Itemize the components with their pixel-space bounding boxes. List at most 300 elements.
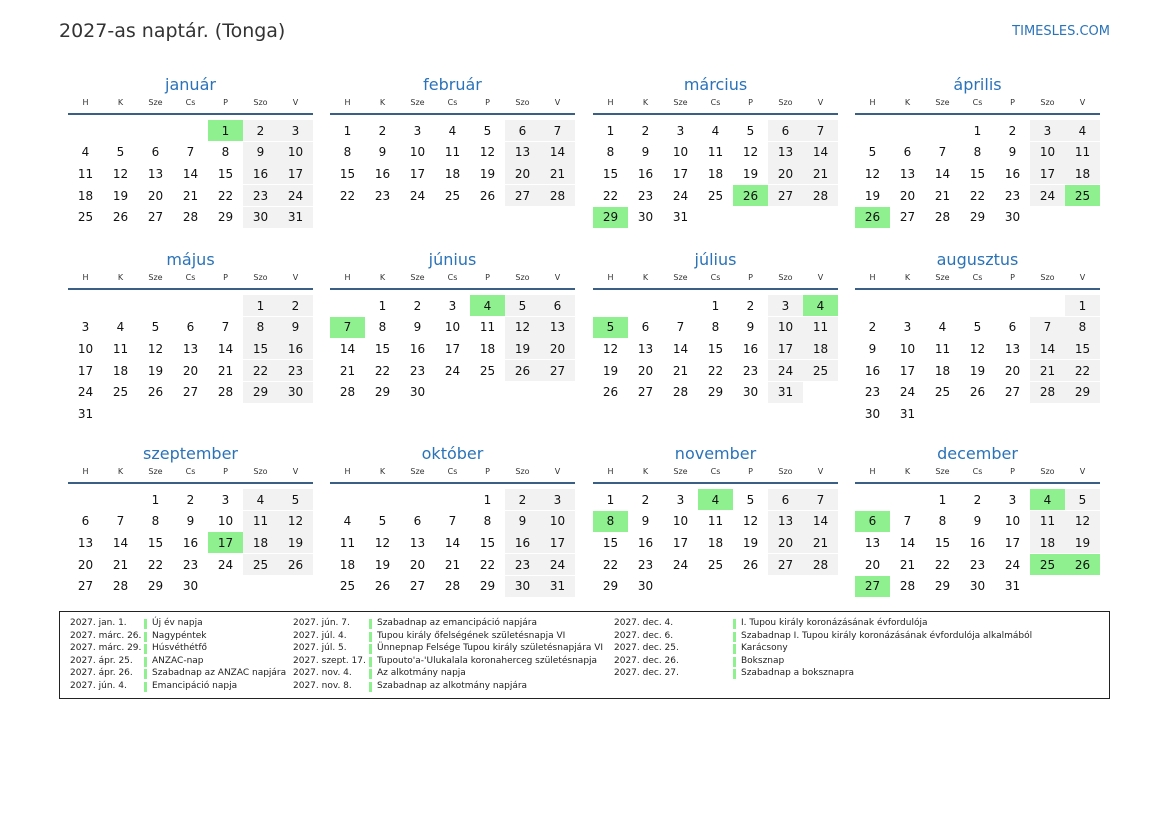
day-cell: 13 [864,535,881,550]
day-cell: 2 [1008,123,1017,138]
holiday-day-cell: 26 [855,207,890,228]
page-title: 2027-as naptár. (Tonga) [59,20,286,42]
day-cell: 27 [899,210,916,225]
day-cell: 16 [505,532,540,553]
holiday-name: Szabadnap a boksznapra [741,668,855,679]
day-cell: 1 [606,123,615,138]
day-cell: 19 [864,188,881,203]
day-cell: 7 [938,145,947,160]
day-cell: 20 [147,188,164,203]
day-cell: 16 [637,535,654,550]
holiday-name: Az alkotmány napja [377,668,466,679]
day-cell: 10 [278,142,313,163]
day-cell: 17 [444,341,461,356]
day-cell: 22 [602,557,619,572]
weekday-label: P [1010,467,1015,476]
day-cell: 10 [672,145,689,160]
holiday-day-cell: 4 [1030,489,1065,510]
day-cell: 15 [339,166,356,181]
day-cell: 23 [1004,188,1021,203]
holiday-date: 2027. dec. 6. [614,630,674,641]
day-cell: 18 [479,341,496,356]
day-cell: 20 [1004,363,1021,378]
day-cell: 23 [243,185,278,206]
day-cell: 27 [768,185,803,206]
day-cell: 15 [969,166,986,181]
holiday-date: 2027. dec. 27. [614,668,679,679]
holiday-date: 2027. jún. 4. [70,680,127,691]
weekday-label: K [642,467,649,476]
day-cell: 23 [637,557,654,572]
day-cell: 9 [973,514,982,529]
day-cell: 1 [343,123,352,138]
weekday-label: V [292,467,299,476]
day-cell: 7 [676,320,685,335]
day-cell: 2 [278,295,313,316]
day-cell: 30 [243,207,278,228]
day-cell: 13 [147,166,164,181]
day-cell: 20 [505,163,540,184]
day-cell: 19 [602,363,619,378]
holiday-date: 2027. ápr. 25. [70,655,133,666]
day-cell: 6 [413,514,422,529]
day-cell: 29 [969,210,986,225]
day-cell: 29 [1065,382,1100,403]
weekday-label: Szo [1040,273,1055,282]
weekday-label: P [485,467,490,476]
day-cell: 19 [278,532,313,553]
day-cell: 28 [217,385,234,400]
holiday-marker [733,644,736,654]
month-name: szeptember [142,444,238,463]
holiday-marker [733,669,736,679]
day-cell: 5 [868,145,877,160]
weekday-label: P [485,98,490,107]
holiday-date: 2027. nov. 4. [293,668,352,679]
day-cell: 9 [278,317,313,338]
day-cell: 26 [742,557,759,572]
day-cell: 18 [339,557,356,572]
weekday-label: V [817,467,824,476]
holiday-day-cell: 26 [1065,554,1100,575]
day-cell: 10 [672,514,689,529]
holiday-marker [144,644,147,654]
day-cell: 17 [899,363,916,378]
day-cell: 15 [217,166,234,181]
day-cell: 7 [1030,317,1065,338]
day-cell: 30 [637,210,654,225]
day-cell: 22 [243,360,278,381]
day-cell: 25 [707,557,724,572]
weekday-label: Sze [935,273,950,282]
day-cell: 11 [479,320,496,335]
holiday-marker [369,619,372,629]
day-cell: 21 [182,188,199,203]
day-cell: 3 [278,120,313,141]
day-cell: 6 [151,145,160,160]
day-cell: 22 [969,188,986,203]
holiday-row [293,681,713,694]
weekday-header [593,98,838,110]
day-cell: 11 [1065,142,1100,163]
month-name: június [428,250,477,269]
day-cell: 10 [77,341,94,356]
day-cell: 8 [711,320,720,335]
day-cell: 19 [742,535,759,550]
day-cell: 8 [1065,317,1100,338]
day-cell: 4 [116,320,125,335]
day-cell: 24 [217,557,234,572]
day-cell: 3 [1008,492,1017,507]
day-cell: 27 [409,579,426,594]
holiday-legend [59,611,1110,699]
day-cell: 7 [540,120,575,141]
day-cell: 29 [479,579,496,594]
weekday-label: K [379,273,386,282]
day-cell: 14 [672,341,689,356]
day-cell: 25 [243,554,278,575]
holiday-name: Emancipáció napja [152,680,238,691]
day-cell: 30 [278,382,313,403]
day-cell: 8 [378,320,387,335]
weekday-label: K [642,98,649,107]
day-cell: 15 [707,341,724,356]
day-cell: 25 [934,385,951,400]
day-cell: 5 [278,489,313,510]
day-cell: 28 [444,579,461,594]
brand-link[interactable]: TIMESLES.COM [1012,24,1110,39]
day-cell: 20 [637,363,654,378]
day-cell: 17 [672,166,689,181]
weekday-label: Cs [185,273,196,282]
holiday-marker [144,682,147,692]
holiday-day-cell: 4 [470,295,505,316]
holiday-column-3 [614,618,1034,681]
day-cell: 7 [186,145,195,160]
day-cell: 13 [768,142,803,163]
day-cell: 14 [803,142,838,163]
weekday-label: Cs [447,98,458,107]
header-rule [593,113,838,115]
weekday-label: Szo [253,98,268,107]
day-cell: 19 [147,363,164,378]
holiday-marker [733,619,736,629]
weekday-label: Szo [515,98,530,107]
day-cell: 16 [243,163,278,184]
holiday-date: 2027. szept. 17. [293,655,366,666]
day-cell: 3 [448,298,457,313]
day-cell: 16 [969,535,986,550]
day-cell: 8 [243,317,278,338]
day-cell: 6 [903,145,912,160]
weekday-header [855,467,1100,479]
day-cell: 5 [116,145,125,160]
day-cell: 29 [934,579,951,594]
holiday-name: Szabadnap I. Tupou király koronázásának évfordulója alkalmából [741,630,1033,641]
weekday-label: Szo [778,273,793,282]
header-rule [330,482,575,484]
day-cell: 5 [378,514,387,529]
day-cell: 22 [602,188,619,203]
day-cell: 3 [903,320,912,335]
day-cell: 4 [1065,120,1100,141]
day-cell: 11 [803,317,838,338]
weekday-label: Sze [935,467,950,476]
day-cell: 25 [707,188,724,203]
day-cell: 23 [182,557,199,572]
day-cell: 18 [707,535,724,550]
day-cell: 26 [602,385,619,400]
weekday-label: Sze [673,273,688,282]
day-cell: 14 [540,142,575,163]
holiday-name: Karácsony [741,643,788,654]
month-name: október [421,444,484,463]
weekday-label: P [485,273,490,282]
header-rule [593,482,838,484]
day-cell: 10 [1030,142,1065,163]
day-cell: 22 [707,363,724,378]
weekday-label: H [607,273,614,282]
day-cell: 13 [899,166,916,181]
weekday-label: Sze [410,98,425,107]
holiday-marker [733,657,736,667]
day-cell: 16 [742,341,759,356]
day-cell: 5 [746,492,755,507]
day-cell: 17 [672,535,689,550]
day-cell: 12 [864,166,881,181]
day-cell: 1 [606,492,615,507]
day-cell: 12 [505,317,540,338]
day-cell: 26 [969,385,986,400]
day-cell: 2 [413,298,422,313]
holiday-name: ANZAC-nap [152,655,204,666]
day-cell: 2 [505,489,540,510]
day-cell: 5 [505,295,540,316]
day-cell: 20 [409,557,426,572]
day-cell: 23 [278,360,313,381]
day-cell: 12 [742,145,759,160]
day-cell: 30 [637,579,654,594]
day-cell: 11 [77,166,94,181]
day-cell: 8 [938,514,947,529]
weekday-label: P [748,467,753,476]
weekday-label: K [904,467,911,476]
day-cell: 16 [637,166,654,181]
day-cell: 24 [899,385,916,400]
day-cell: 19 [479,166,496,181]
day-cell: 27 [505,185,540,206]
day-cell: 10 [444,320,461,335]
day-cell: 3 [413,123,422,138]
day-cell: 23 [637,188,654,203]
day-cell: 21 [672,363,689,378]
day-cell: 7 [221,320,230,335]
day-cell: 6 [1008,320,1017,335]
day-cell: 15 [934,535,951,550]
day-cell: 11 [707,145,724,160]
holiday-date: 2027. júl. 4. [293,630,347,641]
holiday-marker [144,632,147,642]
day-cell: 14 [444,535,461,550]
day-cell: 1 [1065,295,1100,316]
day-cell: 8 [973,145,982,160]
holiday-date: 2027. márc. 29. [70,643,142,654]
day-cell: 27 [77,579,94,594]
day-cell: 18 [1030,532,1065,553]
holiday-day-cell: 27 [855,576,890,597]
month-name: április [953,75,1002,94]
day-cell: 5 [973,320,982,335]
weekday-label: H [344,273,351,282]
weekday-label: V [554,273,561,282]
weekday-label: V [292,273,299,282]
day-cell: 11 [934,341,951,356]
day-cell: 12 [602,341,619,356]
day-cell: 18 [803,338,838,359]
weekday-label: V [1079,273,1086,282]
day-cell: 12 [742,514,759,529]
day-cell: 2 [186,492,195,507]
day-cell: 19 [505,338,540,359]
day-cell: 25 [77,210,94,225]
day-cell: 11 [112,341,129,356]
day-cell: 21 [803,163,838,184]
weekday-label: Cs [447,273,458,282]
holiday-day-cell: 17 [208,532,243,553]
day-cell: 7 [903,514,912,529]
day-cell: 16 [182,535,199,550]
day-cell: 31 [672,210,689,225]
weekday-label: Cs [972,98,983,107]
day-cell: 10 [1004,514,1021,529]
day-cell: 20 [864,557,881,572]
day-cell: 9 [1008,145,1017,160]
day-cell: 25 [112,385,129,400]
holiday-day-cell: 1 [208,120,243,141]
day-cell: 14 [803,511,838,532]
weekday-label: V [817,273,824,282]
day-cell: 29 [602,579,619,594]
day-cell: 9 [868,341,877,356]
day-cell: 26 [278,554,313,575]
holiday-row [614,643,1034,656]
day-cell: 24 [1030,185,1065,206]
header-rule [330,288,575,290]
day-cell: 21 [217,363,234,378]
day-cell: 14 [112,535,129,550]
day-cell: 18 [444,166,461,181]
day-cell: 2 [243,120,278,141]
day-cell: 17 [1004,535,1021,550]
day-cell: 7 [803,120,838,141]
weekday-label: P [223,98,228,107]
day-cell: 20 [768,532,803,553]
weekday-label: Szo [253,467,268,476]
weekday-label: Sze [410,273,425,282]
weekday-label: V [554,98,561,107]
day-cell: 30 [1004,210,1021,225]
day-cell: 28 [803,185,838,206]
weekday-label: V [817,98,824,107]
header-rule [855,288,1100,290]
day-cell: 2 [641,123,650,138]
holiday-date: 2027. jan. 1. [70,618,127,628]
day-cell: 2 [973,492,982,507]
day-cell: 18 [112,363,129,378]
day-cell: 24 [444,363,461,378]
day-cell: 30 [969,579,986,594]
day-cell: 23 [742,363,759,378]
day-cell: 27 [540,360,575,381]
header-rule [68,113,313,115]
day-cell: 3 [768,295,803,316]
weekday-label: P [748,98,753,107]
holiday-name: Új év napja [152,618,203,628]
weekday-label: Sze [148,467,163,476]
day-cell: 17 [1030,163,1065,184]
day-cell: 19 [742,166,759,181]
day-cell: 9 [505,511,540,532]
day-cell: 27 [768,554,803,575]
day-cell: 6 [186,320,195,335]
holiday-day-cell: 4 [698,489,733,510]
holiday-day-cell: 29 [593,207,628,228]
holiday-name: Tupou király őfelségének születésnapja VI [377,630,566,641]
day-cell: 7 [448,514,457,529]
holiday-name: Szabadnap az alkotmány napjára [377,680,528,691]
holiday-name: Nagypéntek [152,630,207,641]
weekday-label: Cs [972,273,983,282]
day-cell: 10 [540,511,575,532]
day-cell: 27 [637,385,654,400]
day-cell: 22 [217,188,234,203]
weekday-label: Sze [148,273,163,282]
day-cell: 10 [768,317,803,338]
day-cell: 3 [1030,120,1065,141]
day-cell: 5 [151,320,160,335]
day-cell: 13 [637,341,654,356]
day-cell: 3 [676,492,685,507]
day-cell: 15 [602,166,619,181]
day-cell: 12 [147,341,164,356]
day-cell: 3 [676,123,685,138]
day-cell: 31 [540,576,575,597]
day-cell: 23 [505,554,540,575]
day-cell: 11 [1030,511,1065,532]
day-cell: 24 [768,360,803,381]
weekday-label: H [869,273,876,282]
holiday-date: 2027. júl. 5. [293,643,347,654]
weekday-label: K [379,98,386,107]
weekday-label: P [223,273,228,282]
day-cell: 31 [278,207,313,228]
day-cell: 13 [505,142,540,163]
day-cell: 28 [1030,382,1065,403]
day-cell: 28 [672,385,689,400]
weekday-label: Sze [148,98,163,107]
day-cell: 27 [1004,385,1021,400]
day-cell: 18 [243,532,278,553]
day-cell: 6 [505,120,540,141]
day-cell: 4 [711,123,720,138]
day-cell: 6 [768,120,803,141]
day-cell: 9 [746,320,755,335]
weekday-label: K [904,273,911,282]
day-cell: 29 [217,210,234,225]
weekday-label: H [607,98,614,107]
day-cell: 21 [339,363,356,378]
day-cell: 4 [448,123,457,138]
